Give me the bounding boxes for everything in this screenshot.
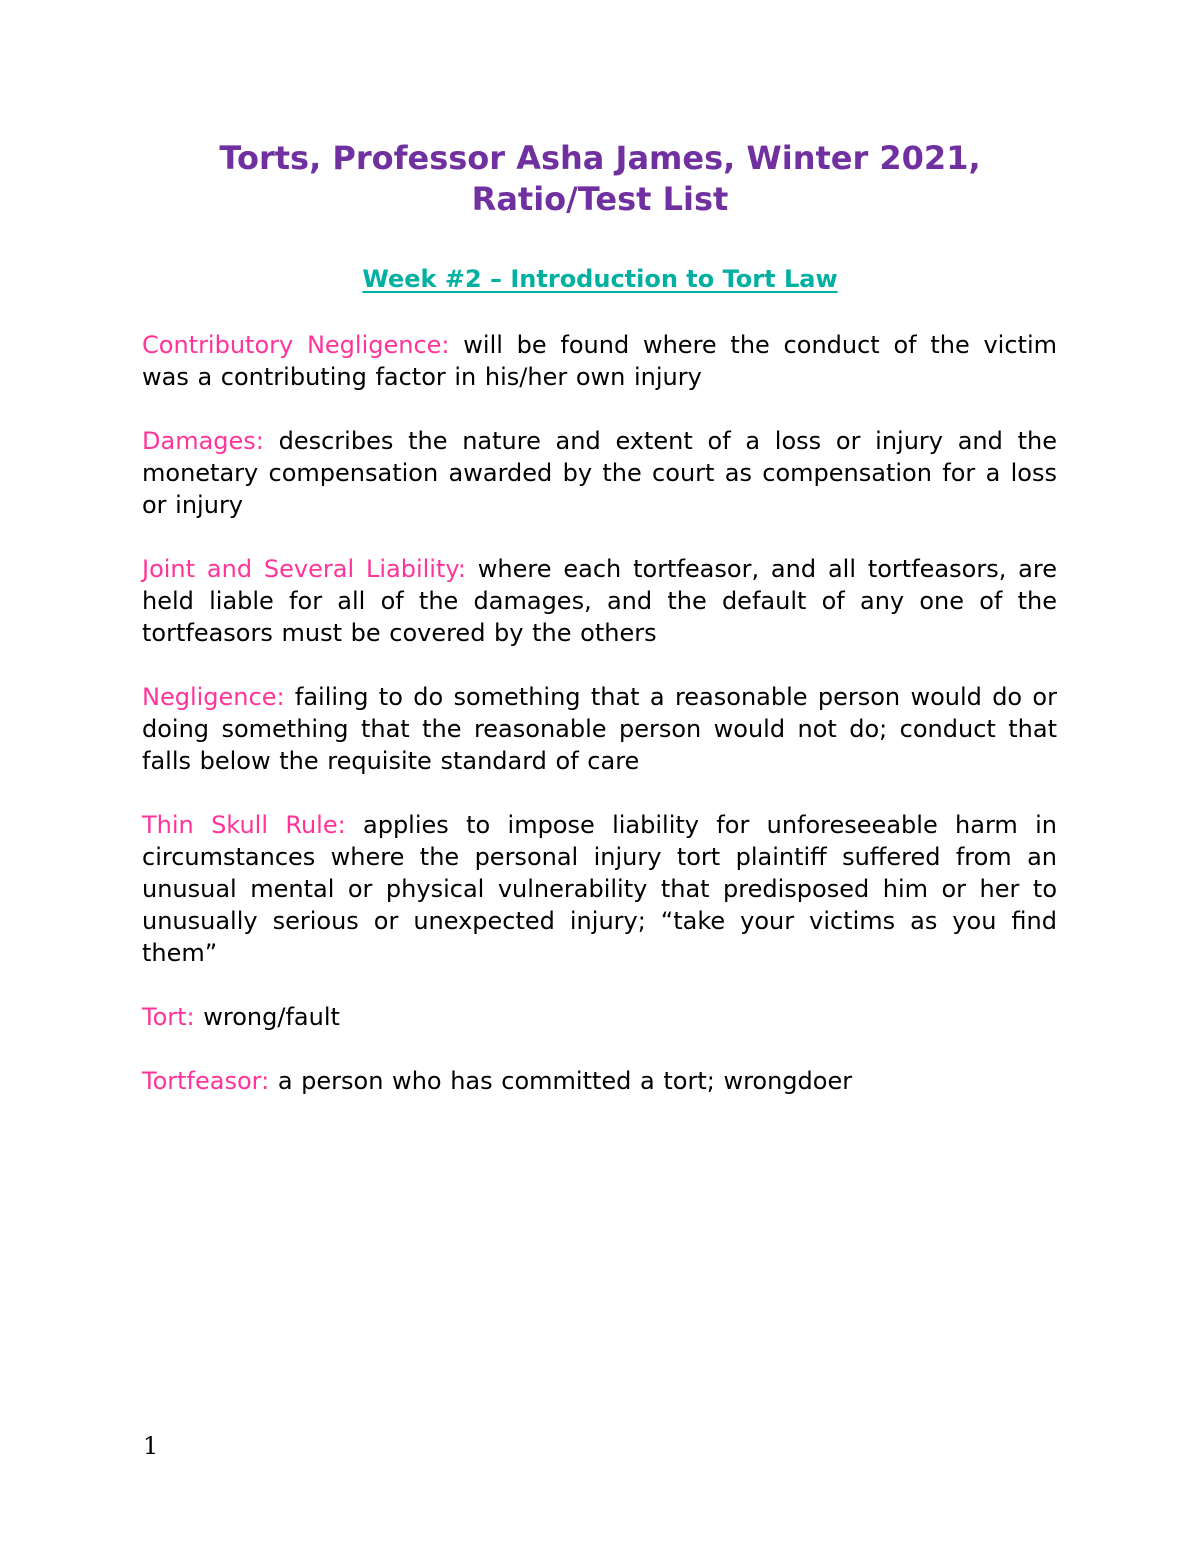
term-definition: failing to do something that a reasonable person would do or doing something that the reasonable person would not do; conduct that falls below the requisite standard of care — [142, 683, 1057, 775]
term-entry-contributory-negligence — [142, 329, 1057, 393]
term-definition: where each tortfeasor, and all tortfeasors, are held liable for all of the damages, and the default of any one of the tortfeasors must be covered by the others — [142, 555, 1057, 647]
term-entry-negligence — [142, 681, 1057, 777]
term-entry-thin-skull-rule — [142, 809, 1057, 969]
term-name: Contributory Negligence: — [142, 331, 450, 359]
term-name: Negligence: — [142, 683, 285, 711]
term-definition: will be found where the conduct of the victim was a contributing factor in his/her own injury — [142, 331, 1058, 391]
term-entry-joint-and-several-liability — [142, 553, 1057, 649]
title-line-2: Ratio/Test List — [471, 180, 729, 218]
term-name: Tortfeasor: — [142, 1067, 270, 1095]
page-number: 1 — [143, 1432, 159, 1460]
week-heading — [120, 263, 1080, 295]
term-entry-tort — [142, 1001, 1057, 1033]
title-line-1: Torts, Professor Asha James, Winter 2021, — [219, 139, 981, 177]
term-definition: applies to impose liability for unforeseeable harm in circumstances where the personal injury tort plaintiff suffered from an unusual mental or physical vulnerability that predisposed him or her to unusually serious or unexpected injury; “take your victims as you find them” — [142, 811, 1057, 967]
term-name: Damages: — [142, 427, 264, 455]
term-name: Joint and Several Liability: — [142, 555, 466, 583]
term-definition: describes the nature and extent of a loss or injury and the monetary compensation awarded by the court as compensation for a loss or injury — [142, 427, 1057, 519]
week-heading-text: Week #2 – Introduction to Tort Law — [362, 265, 838, 293]
document-title — [120, 138, 1080, 220]
term-name: Tort: — [142, 1003, 195, 1031]
term-list — [142, 329, 1057, 1129]
term-entry-tortfeasor — [142, 1065, 1057, 1097]
term-name: Thin Skull Rule: — [142, 811, 346, 839]
term-definition: wrong/fault — [203, 1003, 340, 1031]
term-entry-damages — [142, 425, 1057, 521]
term-definition: a person who has committed a tort; wrongdoer — [277, 1067, 853, 1095]
